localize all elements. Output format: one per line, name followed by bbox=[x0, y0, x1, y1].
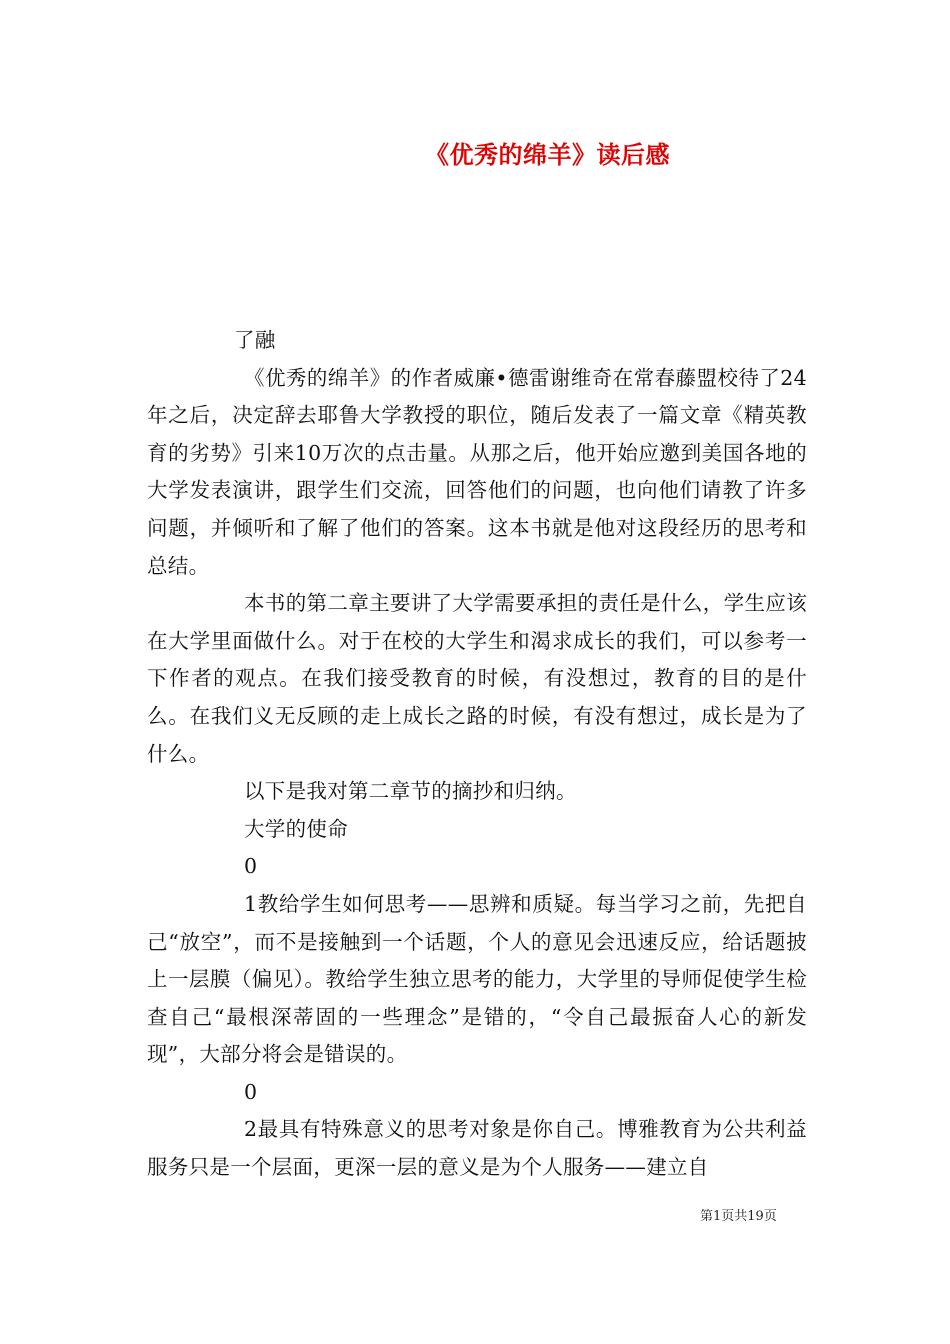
list-marker: 0 bbox=[244, 1079, 258, 1104]
paragraph: 2最具有特殊意义的思考对象是你自己。博雅教育为公共利益服务只是一个层面，更深一层的意义是为个人服务——建立自 bbox=[147, 1117, 807, 1180]
paragraph: 以下是我对第二章节的摘抄和归纳。 bbox=[244, 779, 577, 804]
list-marker: 0 bbox=[244, 854, 258, 879]
document-title: 《优秀的绵羊》读后感 bbox=[425, 140, 670, 169]
section-heading: 大学的使命 bbox=[244, 816, 348, 841]
page-number-footer: 第1页共19页 bbox=[700, 1209, 777, 1224]
paragraph: 《优秀的绵羊》的作者威廉•德雷谢维奇在常春藤盟校待了24年之后，决定辞去耶鲁大学教授的职位，随后发表了一篇文章《精英教育的劣势》引来10万次的点击量。从那之后，他开始应邀到美国各地的大学发表演讲，跟学生们交流，回答他们的问题，也向他们请教了许多问题，并倾听和了解了他们的答案。这本书就是他对这段经历的思考和总结。 bbox=[147, 365, 807, 578]
author-name: 了融 bbox=[234, 328, 276, 352]
document-body bbox=[147, 322, 807, 1187]
paragraph: 本书的第二章主要讲了大学需要承担的责任是什么，学生应该在大学里面做什么。对于在校的大学生和渴求成长的我们，可以参考一下作者的观点。在我们接受教育的时候，有没想过，教育的目的是什么。在我们义无反顾的走上成长之路的时候，有没有想过，成长是为了什么。 bbox=[147, 591, 807, 766]
paragraph: 1教给学生如何思考——思辨和质疑。每当学习之前，先把自己“放空”，而不是接触到一个话题，个人的意见会迅速反应，给话题披上一层膜（偏见）。教给学生独立思考的能力，大学里的导师促使学生检查自己“最根深蒂固的一些理念”是错的，“令自己最振奋人心的新发现”，大部分将会是错误的。 bbox=[147, 891, 807, 1067]
